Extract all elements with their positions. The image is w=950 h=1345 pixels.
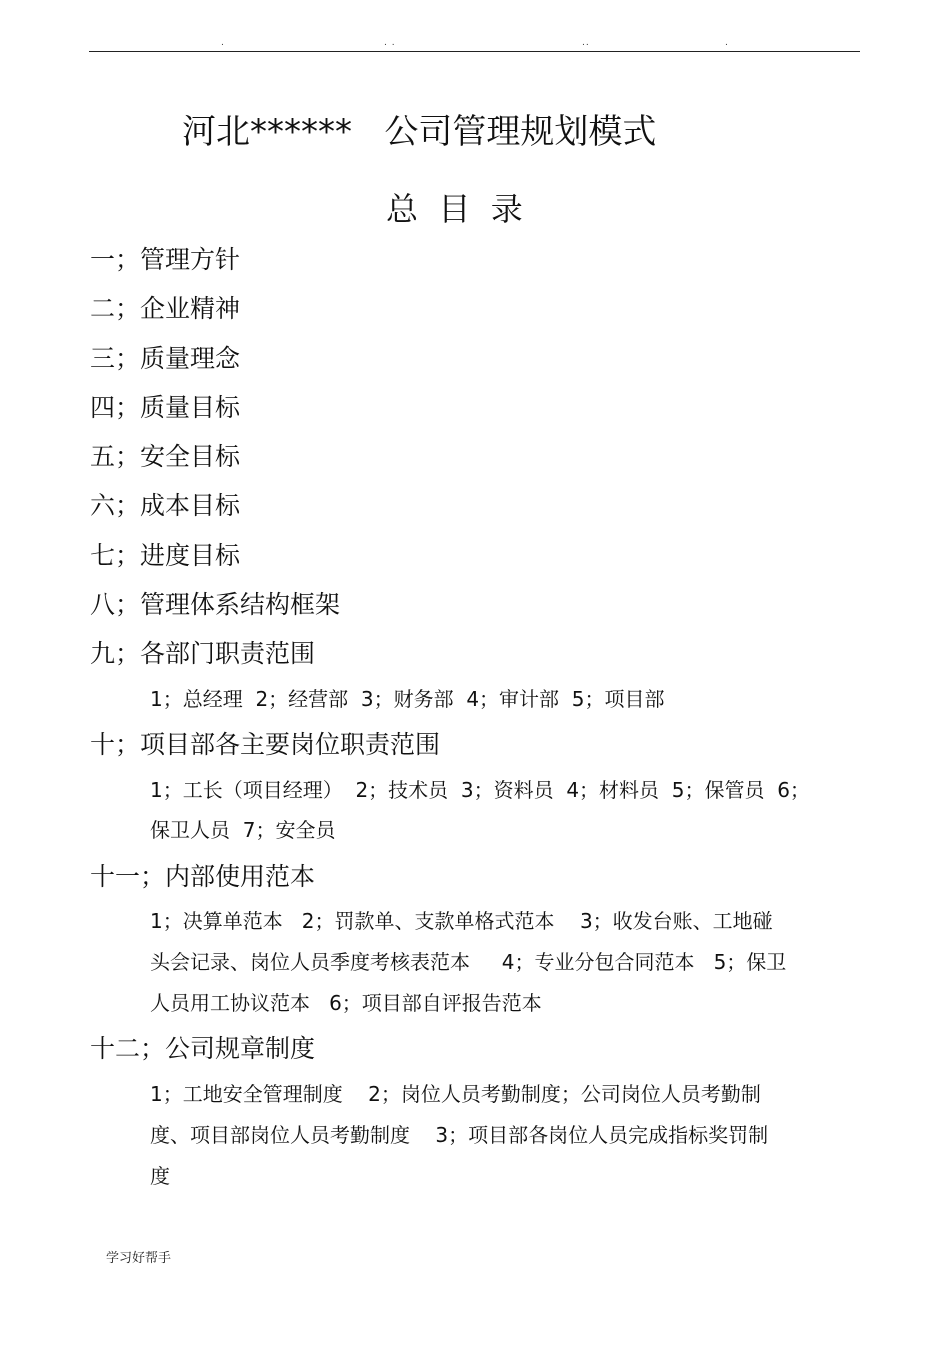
toc-section-5: 五；安全目标: [90, 442, 241, 471]
toc-subitems-line: 1；决算单范本 2；罚款单、支款单格式范本 3；收发台账、工地碰: [150, 909, 773, 933]
toc-section-7: 七；进度目标: [90, 541, 241, 570]
header-dot: .: [725, 38, 729, 48]
toc-subitems-line: 度、项目部岗位人员考勤制度 3；项目部各岗位人员完成指标奖罚制: [150, 1123, 769, 1147]
toc-subitems-line: 1；总经理 2；经营部 3；财务部 4；审计部 5；项目部: [150, 687, 665, 711]
header-dot: .: [221, 38, 225, 48]
toc-subitems-line: 1；工地安全管理制度 2；岗位人员考勤制度；公司岗位人员考勤制: [150, 1082, 761, 1106]
toc-section-9: 九；各部门职责范围: [90, 639, 316, 668]
toc-section-3: 三；质量理念: [90, 344, 241, 373]
toc-section-4: 四；质量目标: [90, 393, 241, 422]
header-dot: . .: [384, 38, 396, 48]
header-rule: [89, 51, 860, 52]
toc-subitems-line: 人员用工协议范本 6；项目部自评报告范本: [150, 991, 542, 1015]
toc-section-12: 十二；公司规章制度: [90, 1034, 316, 1063]
toc-section-11: 十一；内部使用范本: [90, 862, 316, 891]
header-dot: ..: [582, 38, 590, 48]
toc-section-6: 六；成本目标: [90, 491, 241, 520]
toc-subitems-line: 保卫人员 7；安全员: [150, 818, 336, 842]
toc-subitems-line: 度: [150, 1164, 170, 1188]
toc-section-10: 十；项目部各主要岗位职责范围: [90, 730, 441, 759]
toc-subitems-line: 头会记录、岗位人员季度考核表范本 4；专业分包合同范本 5；保卫: [150, 950, 787, 974]
document-title: 河北****** 公司管理规划模式: [182, 112, 657, 152]
footer-text: 学习好帮手: [106, 1251, 172, 1266]
toc-section-2: 二；企业精神: [90, 294, 241, 323]
toc-section-8: 八；管理体系结构框架: [90, 590, 341, 619]
toc-heading: 总 目 录: [386, 190, 523, 228]
toc-subitems-line: 1；工长（项目经理） 2；技术员 3；资料员 4；材料员 5；保管员 6；: [150, 778, 810, 802]
toc-section-1: 一；管理方针: [90, 245, 241, 274]
